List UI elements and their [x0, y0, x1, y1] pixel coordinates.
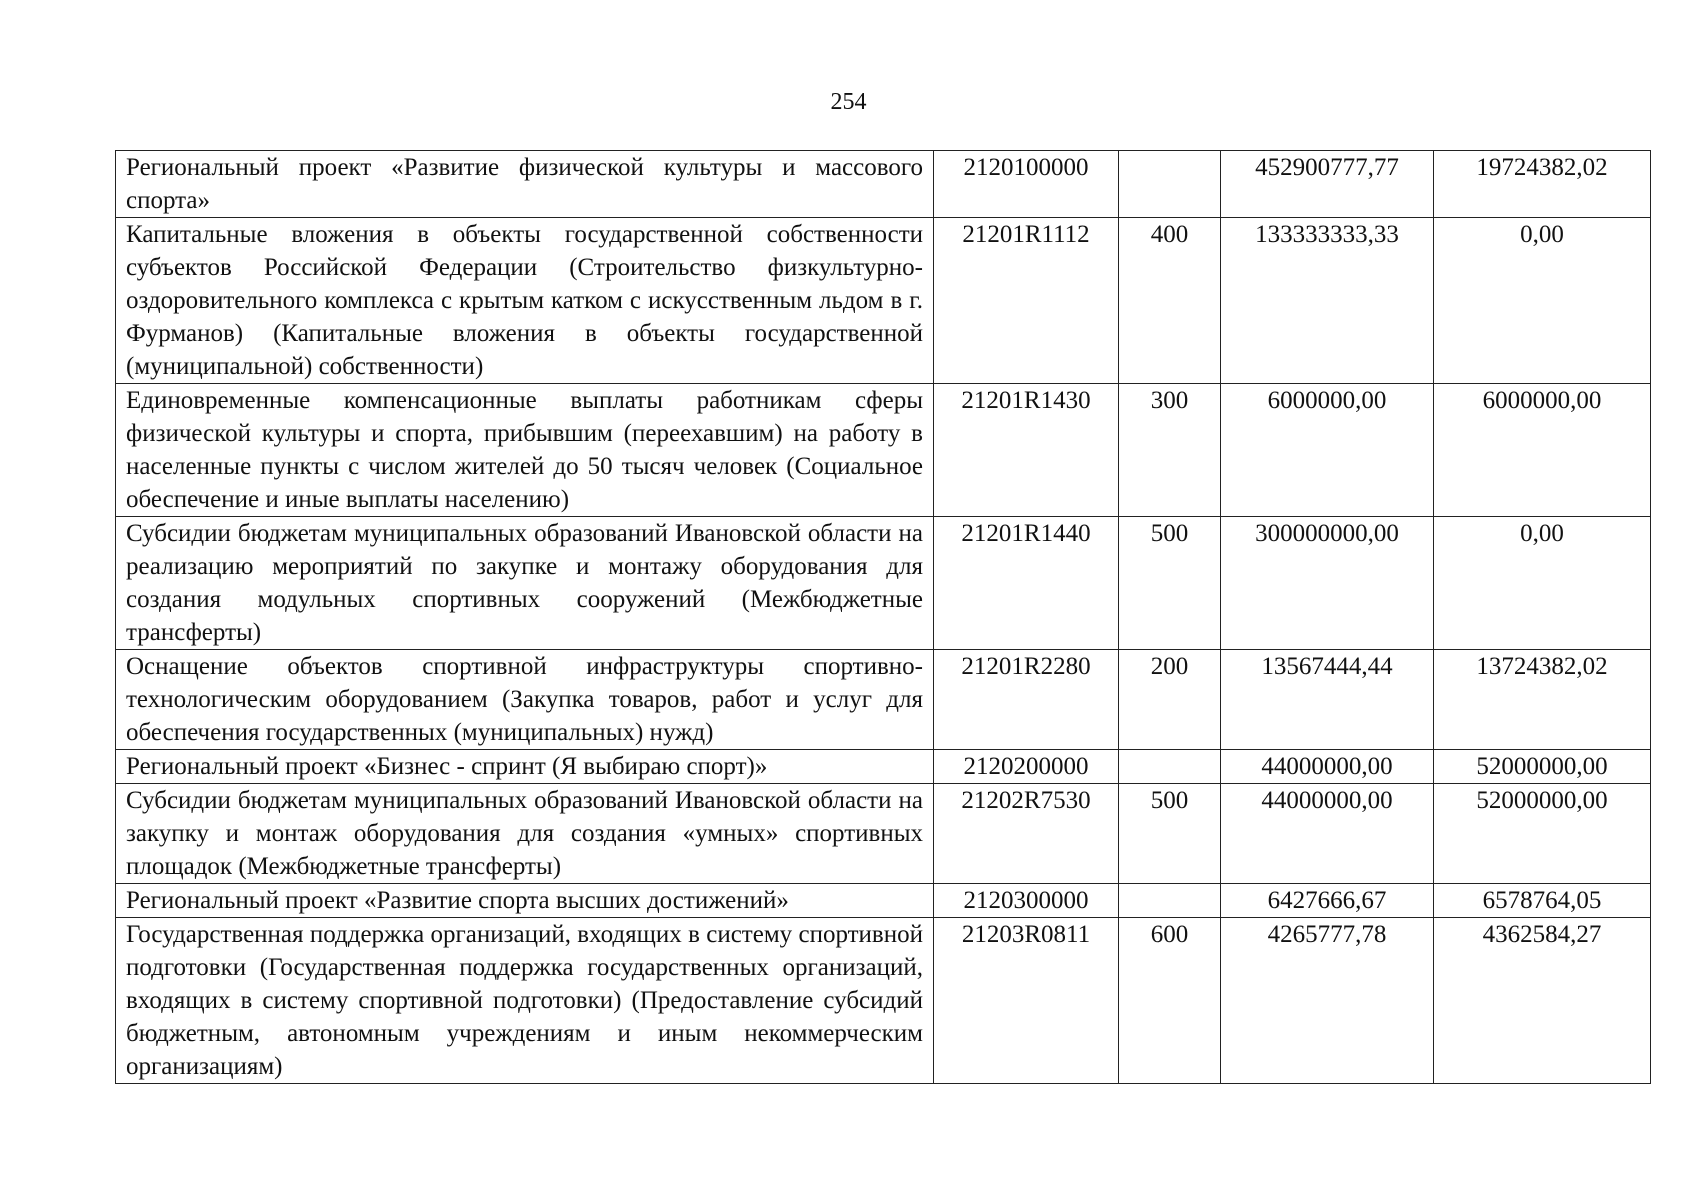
- target-code: 2120300000: [934, 884, 1119, 918]
- expense-type: [1119, 750, 1221, 784]
- amount-year-1: 300000000,00: [1221, 517, 1434, 650]
- table-row: [116, 784, 1651, 884]
- amount-year-2: 52000000,00: [1434, 784, 1651, 884]
- row-description: Субсидии бюджетам муниципальных образований Ивановской области на реализацию мероприятий по закупке и монтажу оборудования для создания модульных спортивных сооружений (Межбюджетные трансферты): [116, 517, 934, 650]
- amount-year-1: 13567444,44: [1221, 650, 1434, 750]
- target-code: 21201R1112: [934, 218, 1119, 384]
- row-description: Капитальные вложения в объекты государственной собственности субъектов Российской Федерации (Строительство физкультурно-оздоровительного комплекса с крытым катком с искусственным льдом в г. Фурманов) (Капитальные вложения в объекты государственной (муниципальной) собственности): [116, 218, 934, 384]
- row-description: Региональный проект «Развитие физической культуры и массового спорта»: [116, 151, 934, 218]
- page-number: 254: [830, 89, 867, 115]
- table-row: [116, 750, 1651, 784]
- table-row: [116, 650, 1651, 750]
- target-code: 2120100000: [934, 151, 1119, 218]
- target-code: 2120200000: [934, 750, 1119, 784]
- table-row: [116, 218, 1651, 384]
- target-code: 21201R1440: [934, 517, 1119, 650]
- amount-year-2: 0,00: [1434, 218, 1651, 384]
- amount-year-1: 4265777,78: [1221, 918, 1434, 1084]
- target-code: 21203R0811: [934, 918, 1119, 1084]
- amount-year-1: 452900777,77: [1221, 151, 1434, 218]
- budget-table: [115, 150, 1651, 1084]
- target-code: 21202R7530: [934, 784, 1119, 884]
- amount-year-2: 6578764,05: [1434, 884, 1651, 918]
- amount-year-1: 133333333,33: [1221, 218, 1434, 384]
- expense-type: 300: [1119, 384, 1221, 517]
- row-description: Государственная поддержка организаций, входящих в систему спортивной подготовки (Государственная поддержка государственных организаций, входящих в систему спортивной подготовки) (Предоставление субсидий бюджетным, автономным учреждениям и иным некоммерческим организациям): [116, 918, 934, 1084]
- amount-year-2: 0,00: [1434, 517, 1651, 650]
- table-row: [116, 151, 1651, 218]
- expense-type: [1119, 151, 1221, 218]
- table-row: [116, 517, 1651, 650]
- amount-year-1: 6427666,67: [1221, 884, 1434, 918]
- row-description: Субсидии бюджетам муниципальных образований Ивановской области на закупку и монтаж оборудования для создания «умных» спортивных площадок (Межбюджетные трансферты): [116, 784, 934, 884]
- row-description: Единовременные компенсационные выплаты работникам сферы физической культуры и спорта, прибывшим (переехавшим) на работу в населенные пункты с числом жителей до 50 тысяч человек (Социальное обеспечение и иные выплаты населению): [116, 384, 934, 517]
- amount-year-1: 44000000,00: [1221, 784, 1434, 884]
- amount-year-2: 52000000,00: [1434, 750, 1651, 784]
- amount-year-1: 44000000,00: [1221, 750, 1434, 784]
- amount-year-1: 6000000,00: [1221, 384, 1434, 517]
- expense-type: [1119, 884, 1221, 918]
- row-description: Региональный проект «Развитие спорта высших достижений»: [116, 884, 934, 918]
- amount-year-2: 4362584,27: [1434, 918, 1651, 1084]
- table-row: [116, 384, 1651, 517]
- expense-type: 500: [1119, 517, 1221, 650]
- expense-type: 500: [1119, 784, 1221, 884]
- amount-year-2: 13724382,02: [1434, 650, 1651, 750]
- table-row: [116, 918, 1651, 1084]
- target-code: 21201R2280: [934, 650, 1119, 750]
- table-row: [116, 884, 1651, 918]
- row-description: Региональный проект «Бизнес - спринт (Я выбираю спорт)»: [116, 750, 934, 784]
- target-code: 21201R1430: [934, 384, 1119, 517]
- expense-type: 400: [1119, 218, 1221, 384]
- amount-year-2: 19724382,02: [1434, 151, 1651, 218]
- row-description: Оснащение объектов спортивной инфраструктуры спортивно-технологическим оборудованием (Закупка товаров, работ и услуг для обеспечения государственных (муниципальных) нужд): [116, 650, 934, 750]
- expense-type: 600: [1119, 918, 1221, 1084]
- expense-type: 200: [1119, 650, 1221, 750]
- amount-year-2: 6000000,00: [1434, 384, 1651, 517]
